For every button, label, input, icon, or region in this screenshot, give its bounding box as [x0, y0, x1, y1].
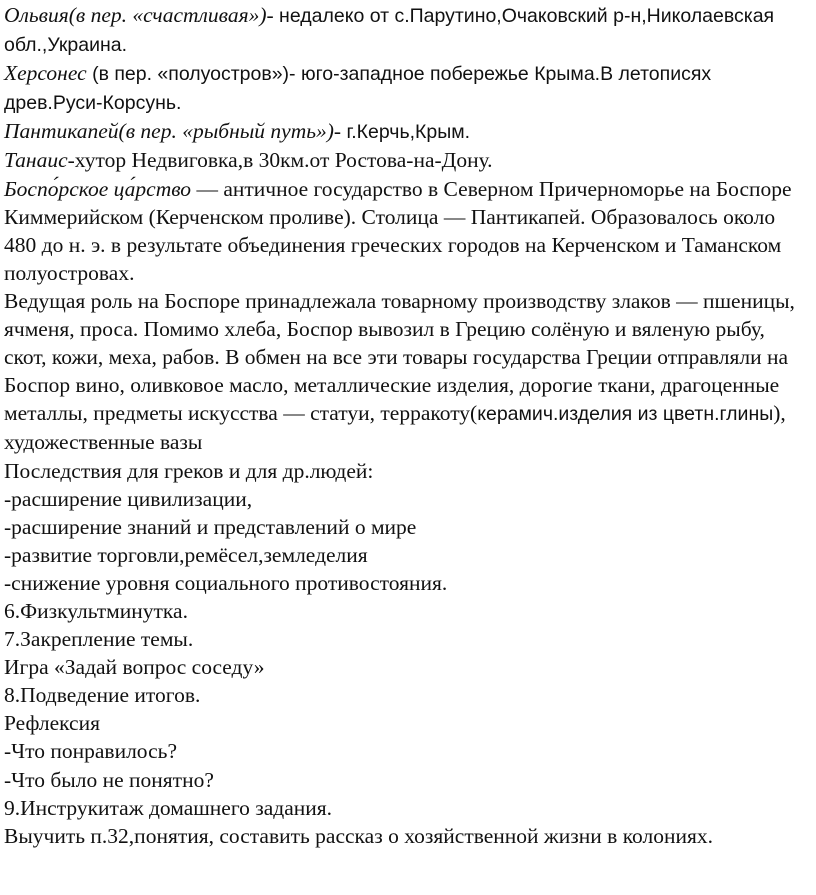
step-9: 9.Инструкитаж домашнего задания.: [4, 795, 333, 820]
olvia-term: Ольвия(в пер. «счастливая»)-: [4, 3, 274, 27]
trade-text-1: Ведущая роль на Боспоре принадлежала товарному производству злаков — пшеницы, ячменя, проса. Помимо хлеба, Боспор вывозил в Грецию солёную и вяленую рыбу, скот, кожи, меха, рабов. В обмен на все эти товары государства Греции отправляли на Боспор вино, оливковое масло, металлические изделия, дорогие ткани, драгоценные металлы, предметы искусства — статуи, терракоту(: [4, 288, 795, 426]
homework-line: Выучить п.32,понятия, составить рассказ о хозяйственной жизни в колониях.: [4, 823, 714, 848]
consequence-item: -расширение цивилизации,: [4, 486, 253, 511]
pantik-text: г.Керчь,Крым.: [341, 121, 471, 144]
herson-term: Херсонес: [4, 61, 87, 86]
step-6: 6.Физкультминутка.: [4, 598, 188, 623]
bospor-text: — античное государство в Северном Причерноморье на Боспоре Киммерийском (Керченском проливе). Столица — Пантикапей. Образовалось около 480 до н. э. в результате объединения греческих городов на Керченском и Таманском полуостровах.: [4, 176, 792, 285]
olvia-text: недалеко от с.Парутино,Очаковский р-н,Николаевская обл.,Украина.: [4, 5, 775, 57]
herson-paragraph: [4, 59, 810, 117]
trade-text-2: керамич.изделия из цветн.глины: [477, 403, 774, 426]
reflection-question: -Что было не понятно?: [4, 767, 214, 792]
olvia-paragraph: [4, 1, 810, 59]
bospor-paragraph: [4, 175, 810, 287]
reflection-title: Рефлексия: [4, 711, 100, 736]
game-line: Игра «Задай вопрос соседу»: [4, 655, 265, 680]
herson-text: (в пер. «полуостров»)- юго-западное побережье Крыма.В летописях древ.Руси-Корсунь.: [4, 63, 712, 115]
reflection-question: -Что понравилось?: [4, 739, 177, 764]
step-8: 8.Подведение итогов.: [4, 683, 201, 708]
pantik-paragraph: [4, 117, 810, 146]
bospor-term: Боспо́рское ца́рство: [4, 176, 192, 201]
consequence-item: -снижение уровня социального противостояния.: [4, 570, 448, 595]
consequence-item: -развитие торговли,ремёсел,земледелия: [4, 542, 368, 567]
document-page: [0, 1, 816, 895]
trade-paragraph: [4, 287, 810, 457]
tanais-term: Танаис: [4, 148, 68, 173]
tanais-paragraph: [4, 146, 810, 174]
pantik-term: Пантикапей(в пер. «рыбный путь»)-: [4, 119, 342, 144]
step-7: 7.Закрепление темы.: [4, 627, 194, 652]
consequence-item: -расширение знаний и представлений о мире: [4, 514, 417, 539]
consequences-title: Последствия для греков и для др.людей:: [4, 458, 374, 483]
tanais-text: -хутор Недвиговка,в 30км.от Ростова-на-Дону.: [67, 148, 493, 173]
trade-text-3: ), художественные вазы: [4, 401, 786, 455]
